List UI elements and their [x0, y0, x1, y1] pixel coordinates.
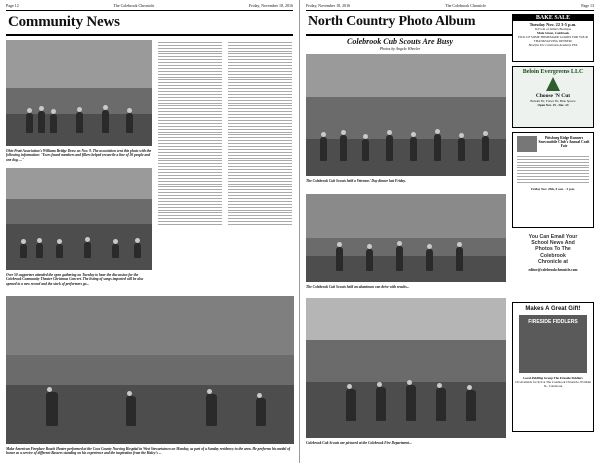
email-line-3: Photos To The — [535, 246, 571, 253]
email-line-4: Colebrook — [540, 252, 566, 259]
gift-title: Makes A Great Gift! — [525, 306, 581, 312]
community-news-title: Community News — [8, 14, 120, 30]
cd-cover-image — [519, 315, 587, 373]
craft-fair-ad — [512, 132, 594, 228]
scouts-can-drive-photo — [306, 194, 506, 282]
craft-fair-title: Pittsburg Ridge Runners Snowmobile Club's Annual Craft Fair — [538, 136, 590, 148]
left-folio-page: Page 12 — [6, 3, 19, 8]
bridge-photo — [6, 40, 152, 146]
email-line-5: Chronicle at — [538, 258, 568, 265]
email-address-link[interactable]: editor@colebrookchronicle.com — [528, 268, 578, 273]
nursing-home-photo — [6, 296, 294, 444]
scouts-dinner-caption: The Colebrook Cub Scouts held a Veterans' Day dinner last Friday. — [306, 179, 406, 183]
email-line-1: You Can Email Your — [528, 234, 578, 240]
fireside-gift-ad — [512, 302, 594, 432]
bake-sale-title: BAKE SALE — [513, 15, 593, 21]
nursing-home-caption: Make American Fireplace Roach Heater performed at the Coos County Nursing Hospital in West Stewartstown on Monday, as part of a Sunday residency in the area. He performs his medal of honor as a service of different Bassers standing on his experience and the inspiration from the Haley's ... — [6, 447, 291, 456]
club-logo-icon — [517, 136, 537, 152]
right-folio-date: Friday, November 18, 2016 — [306, 3, 351, 8]
gathering-photo-caption: Over 50 supporters attended the open gathering on Tuesday to hear the discussion for the Colebrook Community Theater Christmas Concert. The listing of songs imported will be also opened to a new record and the stock of performers go... — [6, 273, 144, 286]
photo-album-title: North Country Photo Album — [308, 14, 476, 29]
photo-byline: Photos by Angela Wheeler — [379, 47, 421, 51]
scouts-fire-dept-photo — [306, 298, 506, 438]
scouts-kicker: Colebrook Cub Scouts Are Busy — [347, 37, 453, 46]
right-folio-page: Page 13 — [581, 3, 594, 8]
evergreens-ad — [512, 66, 594, 128]
cd-title: FIRESIDE FIDDLERS — [528, 319, 578, 325]
left-folio-paper: The Colebrook Chronicle — [113, 3, 155, 8]
right-folio-paper: The Colebrook Chronicle — [445, 3, 487, 8]
right-folio — [306, 3, 594, 11]
scouts-dinner-photo — [306, 54, 506, 176]
title-rule — [6, 34, 293, 36]
gathering-photo — [6, 168, 152, 270]
evergreens-hours: Open Nov. 25 - Dec. 24 — [537, 103, 569, 107]
article-column-2 — [228, 40, 292, 292]
bake-sale-date: Tuesday Nov. 22 3-5 p.m. — [529, 22, 577, 27]
evergreens-subtitle: Choose 'N Cut — [535, 93, 571, 99]
bake-sale-note: PICK UP SOME HOMEMADE GOODS FOR YOUR THANKSGIVING DINNER! — [518, 35, 588, 43]
left-folio-date: Friday, November 18, 2016 — [248, 3, 293, 8]
right-page — [300, 0, 600, 463]
gift-tagline: Local Fiddling Group The Fireside Fiddlers — [523, 376, 583, 380]
bridge-photo-caption: Ohio Pratt Association's Williams Bridge Draw on Nov. 9. The association sent this photo with the following information: "Ewes found members and fillers helped reconcile a line of 26 people and one dog. ..." — [6, 149, 152, 162]
email-line-2: School News And — [531, 240, 575, 247]
scouts-can-drive-caption: The Colebrook Cub Scouts held an aluminum can drive with results... — [306, 285, 410, 289]
left-folio — [6, 3, 293, 11]
craft-fair-details: Friday Nov. 25th, 9 a.m. - 3 p.m. — [531, 186, 575, 191]
evergreens-title: Beloin Evergreens LLC — [522, 69, 584, 75]
bake-sale-ad — [512, 14, 594, 62]
gift-details: CD Available for $16 at The Colebrook Chronicle, 83 Main St., Colebrook — [515, 380, 592, 388]
bake-sale-street: Main Street, Colebrook — [536, 31, 570, 35]
bake-sale-place: In Front of Jamie's Boutique — [534, 27, 572, 31]
scouts-fire-dept-caption: Colebrook Cub Scouts are pictured at the Colebrook Fire Department... — [306, 441, 412, 445]
tree-icon — [546, 77, 560, 91]
evergreens-line: Balsam Fir, Fraser Fir, Blue Spruce — [530, 99, 576, 103]
bake-sale-sponsor: Benefits The Colebrook Academy PTA — [528, 43, 578, 47]
email-news-ad — [512, 234, 594, 296]
article-column-1 — [158, 40, 222, 292]
